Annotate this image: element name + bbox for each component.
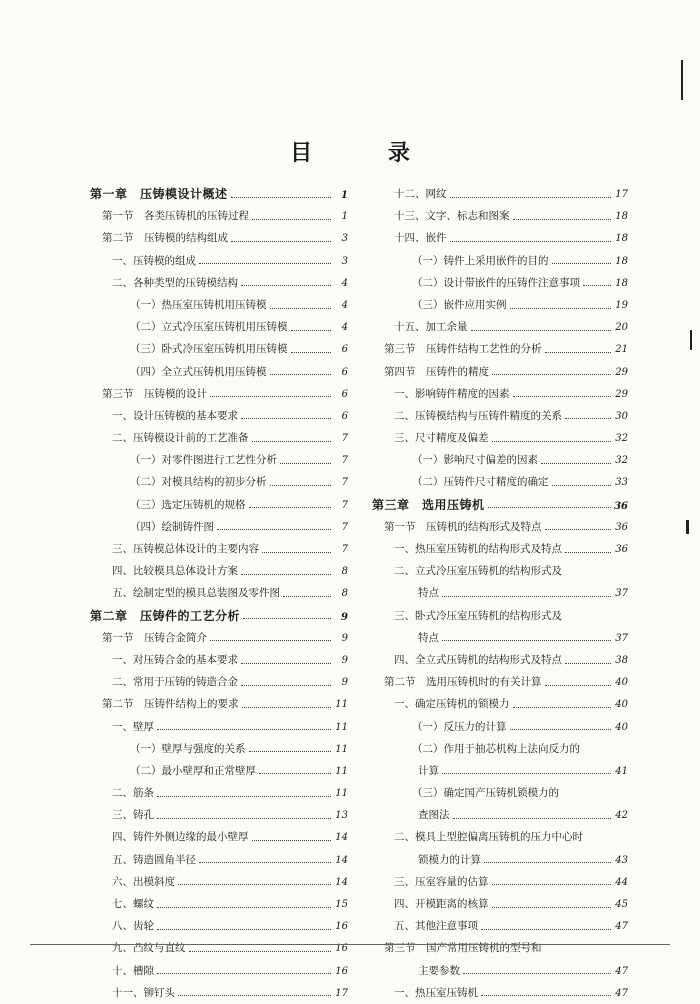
toc-entry-title: 三、压室容量的估算	[394, 875, 489, 888]
toc-entry-title: （二）压铸件尺寸精度的确定	[412, 476, 549, 489]
toc-entry-title: （二）最小壁厚和正常壁厚	[130, 764, 256, 777]
toc-entry	[372, 250, 628, 272]
toc-entry-title: （三）嵌件应用实例	[412, 298, 507, 311]
dot-leader	[178, 995, 331, 996]
toc-entry	[90, 693, 348, 715]
dot-leader	[231, 241, 331, 242]
dot-leader	[552, 263, 612, 264]
toc-page-number: 16	[335, 921, 348, 933]
toc-entry-title: 五、绘制定型的模具总装图及零件图	[112, 587, 280, 600]
toc-entry-title: 第三节 国产常用压铸机的型号和	[384, 942, 542, 955]
toc-page-number: 13	[335, 810, 348, 822]
dot-leader	[450, 241, 612, 242]
dot-leader	[545, 352, 612, 353]
dot-leader	[217, 529, 331, 530]
toc-entry-title: 十五、加工余量	[394, 321, 468, 334]
dot-leader	[241, 663, 331, 664]
dot-leader	[262, 552, 331, 553]
toc-entry-title: （二）设计带嵌件的压铸件注意事项	[412, 276, 580, 289]
dot-leader	[513, 707, 612, 708]
toc-entry-title: （二）对模具结构的初步分析	[130, 476, 267, 489]
toc-entry-title: 八、齿轮	[112, 920, 154, 933]
dot-leader	[199, 263, 331, 264]
toc-entry-title: （二）作用于抽芯机构上法向反力的	[412, 742, 580, 755]
toc-entry	[90, 338, 348, 360]
toc-entry	[372, 205, 628, 227]
toc-entry	[90, 960, 348, 982]
toc-page-number: 6	[341, 366, 348, 378]
dot-leader	[492, 441, 612, 442]
page-title: 目 录	[290, 141, 444, 166]
dot-leader	[583, 285, 611, 286]
toc-entry-title: （四）全立式压铸机用压铸模	[130, 365, 267, 378]
toc-entry-title: 一、设计压铸模的基本要求	[112, 409, 238, 422]
toc-entry	[90, 915, 348, 937]
toc-page-number: 11	[335, 721, 348, 733]
toc-entry	[372, 960, 628, 982]
toc-entry	[90, 738, 348, 760]
toc-page-number: 16	[335, 943, 348, 955]
toc-page-number: 11	[335, 699, 348, 711]
toc-page-number: 40	[615, 699, 628, 711]
toc-entry-title: （三）确定国产压铸机锁模力的	[412, 787, 559, 800]
dot-leader	[249, 751, 332, 752]
toc-entry	[372, 538, 628, 560]
dot-leader	[231, 197, 331, 198]
toc-entry-title: 二、常用于压铸的铸造合金	[112, 676, 238, 689]
toc-entry-title: 五、铸造圆角半径	[112, 853, 196, 866]
toc-entry	[372, 716, 628, 738]
dot-leader	[442, 773, 611, 774]
toc-page-number: 6	[341, 410, 348, 422]
toc-entry	[372, 982, 628, 1004]
dot-leader	[199, 862, 331, 863]
toc-entry	[372, 782, 628, 804]
toc-entry-title: 第一节 各类压铸机的压铸过程	[102, 210, 249, 223]
toc-entry-title: 四、全立式压铸机的结构形式及特点	[394, 653, 562, 666]
toc-page-number: 29	[615, 366, 628, 378]
toc-entry	[372, 227, 628, 249]
dot-leader	[243, 618, 331, 619]
toc-page-number: 33	[615, 477, 628, 489]
toc-entry-title: 四、开模距离的核算	[394, 898, 489, 910]
toc-page-number: 37	[615, 588, 628, 600]
toc-page-number: 16	[335, 965, 348, 977]
toc-page-number: 8	[341, 588, 348, 600]
toc-entry	[90, 582, 348, 604]
dot-leader	[510, 729, 612, 730]
toc-entry	[90, 893, 348, 915]
toc-page-number: 7	[341, 544, 348, 555]
toc-page-number: 43	[615, 854, 628, 866]
toc-entry-title: 二、各种类型的压铸模结构	[112, 276, 238, 289]
toc-page-number: 8	[341, 566, 348, 578]
toc-entry-title: 三、压铸模总体设计的主要内容	[112, 543, 259, 555]
toc-entry	[372, 849, 628, 871]
dot-leader	[210, 396, 331, 397]
toc-entry-title: 一、影响铸件精度的因素	[394, 387, 510, 400]
toc-entry-title: 二、压铸模设计前的工艺准备	[112, 432, 249, 445]
toc-entry	[90, 494, 348, 516]
dot-leader	[280, 463, 331, 464]
toc-entry	[90, 649, 348, 671]
toc-page-number: 21	[615, 344, 628, 356]
toc-entry-title: 一、确定压铸机的锁模力	[394, 698, 510, 711]
toc-page-number: 15	[335, 899, 348, 910]
toc-page-number: 7	[341, 521, 348, 533]
toc-entry-title: （一）壁厚与强度的关系	[130, 742, 246, 755]
dot-leader	[252, 840, 332, 841]
toc-page-number: 3	[341, 233, 348, 245]
bottom-scan-line	[30, 944, 670, 945]
toc-entry	[372, 915, 628, 937]
toc-entry	[90, 183, 348, 205]
toc-entry	[372, 760, 628, 782]
toc-page-number: 18	[615, 255, 628, 267]
toc-page-number: 7	[341, 433, 348, 445]
toc-page-number: 40	[615, 721, 628, 733]
toc-entry-title: （一）热压室压铸机用压铸模	[130, 298, 267, 311]
dot-leader	[552, 485, 612, 486]
dot-leader	[241, 685, 331, 686]
toc-page-number: 38	[615, 654, 628, 666]
dot-leader	[242, 707, 332, 708]
toc-page-number: 37	[615, 632, 628, 644]
toc-entry	[90, 383, 348, 405]
toc-entry-title: 一、热压室压铸机	[394, 986, 478, 999]
toc-page-number: 4	[341, 322, 348, 334]
toc-page-number: 7	[341, 477, 348, 489]
toc-entry-title: （一）影响尺寸偏差的因素	[412, 454, 538, 467]
toc-entry-title: 一、热压室压铸机的结构形式及特点	[394, 543, 562, 555]
toc-entry	[372, 405, 628, 427]
toc-entry-title: 一、对压铸合金的基本要求	[112, 653, 238, 666]
toc-entry-title: 一、壁厚	[112, 720, 154, 733]
dot-leader	[157, 796, 331, 797]
toc-left-column	[90, 183, 348, 1004]
toc-entry	[372, 361, 628, 383]
dot-leader	[492, 884, 612, 885]
toc-page-number: 14	[335, 832, 348, 844]
toc-page-number: 18	[615, 277, 628, 289]
toc-page-number: 9	[341, 677, 348, 689]
toc-entry	[372, 316, 628, 338]
toc-entry-title: 第四节 压铸件的精度	[384, 365, 489, 378]
dot-leader	[252, 219, 331, 220]
toc-page-number: 14	[335, 854, 348, 866]
toc-entry-title: （二）立式冷压室压铸机用压铸模	[130, 321, 288, 334]
toc-entry-title: （三）卧式冷压室压铸机用压铸模	[130, 343, 288, 356]
toc-page-number: 17	[335, 987, 348, 999]
dot-leader	[513, 396, 612, 397]
dot-leader	[270, 374, 332, 375]
toc-page-number: 7	[341, 455, 348, 467]
toc-entry	[372, 738, 628, 760]
dot-leader	[157, 907, 331, 908]
toc-entry	[372, 649, 628, 671]
toc-page-number: 6	[341, 344, 348, 356]
dot-leader	[291, 330, 332, 331]
scan-edge-mark	[690, 330, 692, 350]
toc-entry-title: 锁模力的计算	[418, 853, 481, 866]
toc-entry-title: 二、压铸模结构与压铸件精度的关系	[394, 409, 562, 422]
toc-entry-title: 九、凸纹与直纹	[112, 942, 186, 955]
toc-entry	[90, 427, 348, 449]
dot-leader	[510, 308, 612, 309]
toc-entry-title: 第二节 选用压铸机时的有关计算	[384, 676, 542, 689]
dot-leader	[471, 330, 612, 331]
toc-entry	[90, 538, 348, 560]
toc-page-number: 4	[341, 299, 348, 311]
toc-entry	[90, 716, 348, 738]
dot-leader	[442, 640, 611, 641]
dot-leader	[157, 973, 331, 974]
toc-entry	[90, 250, 348, 272]
toc-entry	[372, 183, 628, 205]
toc-entry	[90, 826, 348, 848]
toc-entry	[372, 693, 628, 715]
toc-entry-title: （一）铸件上采用嵌件的目的	[412, 254, 549, 267]
toc-page-number: 36	[614, 500, 628, 512]
dot-leader	[157, 818, 331, 819]
toc-entry	[372, 560, 628, 582]
toc-entry	[372, 605, 628, 627]
toc-entry	[90, 782, 348, 804]
toc-entry-title: 一、压铸模的组成	[112, 254, 196, 267]
toc-page-number: 11	[335, 765, 348, 777]
toc-page-number: 17	[615, 189, 628, 200]
toc-page-number: 1	[341, 190, 348, 201]
toc-page-number: 47	[615, 921, 628, 933]
dot-leader	[241, 418, 331, 419]
toc-entry	[90, 560, 348, 582]
toc-entry-title: 二、立式冷压室压铸机的结构形式及	[394, 565, 562, 578]
dot-leader	[481, 929, 611, 930]
toc-entry-title: 第三节 压铸件结构工艺性的分析	[384, 343, 542, 356]
dot-leader	[241, 574, 331, 575]
toc-entry	[90, 361, 348, 383]
toc-page-number: 9	[341, 611, 348, 623]
toc-entry	[90, 449, 348, 471]
toc-entry	[90, 205, 348, 227]
dot-leader	[545, 685, 612, 686]
toc-entry	[372, 338, 628, 360]
toc-page-number: 3	[341, 255, 348, 267]
toc-entry-title: 十三、文字、标志和图案	[394, 210, 510, 223]
toc-page-number: 36	[615, 521, 628, 533]
toc-entry-title: 十、槽隙	[112, 964, 154, 977]
dot-leader	[565, 663, 611, 664]
dot-leader	[488, 507, 611, 508]
toc-entry	[90, 760, 348, 782]
dot-leader	[453, 818, 612, 819]
toc-entry	[372, 449, 628, 471]
toc-entry	[372, 871, 628, 893]
toc-page-number: 20	[615, 322, 628, 334]
dot-leader	[442, 596, 611, 597]
toc-entry	[90, 849, 348, 871]
toc-entry-title: 七、螺纹	[112, 898, 154, 910]
dot-leader	[178, 884, 331, 885]
toc-entry-title: 四、铸件外侧边缘的最小壁厚	[112, 831, 249, 844]
toc-entry-title: 第一节 压铸合金简介	[102, 631, 207, 644]
toc-entry	[372, 937, 628, 959]
toc-entry	[90, 605, 348, 627]
toc-page-number: 36	[615, 544, 628, 555]
toc-entry-title: 计算	[418, 764, 439, 777]
dot-leader	[249, 507, 332, 508]
toc-entry	[90, 516, 348, 538]
toc-entry-title: 十一、铆钉头	[112, 986, 175, 999]
toc-entry-title: 第二章 压铸件的工艺分析	[90, 608, 241, 623]
dot-leader	[463, 973, 611, 974]
toc-page-number: 9	[341, 632, 348, 644]
toc-entry	[372, 804, 628, 826]
dot-leader	[492, 374, 611, 375]
toc-page-number: 32	[615, 455, 628, 467]
dot-leader	[270, 308, 332, 309]
toc-page-number: 6	[341, 388, 348, 400]
toc-page-number: 14	[335, 876, 348, 888]
dot-leader	[252, 441, 332, 442]
toc-entry-title: 二、模具上型腔偏离压铸机的压力中心时	[394, 831, 583, 844]
toc-entry	[90, 272, 348, 294]
toc-page-number: 47	[615, 987, 628, 999]
dot-leader	[283, 596, 331, 597]
toc-page-number: 42	[615, 810, 628, 822]
toc-entry-title: 特点	[418, 631, 439, 644]
dot-leader	[270, 485, 332, 486]
scan-edge-mark	[686, 520, 689, 534]
toc-entry-title: 三、卧式冷压室压铸机的结构形式及	[394, 609, 562, 622]
dot-leader	[157, 929, 331, 930]
toc-entry-title: 第三章 选用压铸机	[372, 497, 485, 512]
toc-page-number: 11	[335, 743, 348, 755]
toc-entry-title: 第一章 压铸模设计概述	[90, 187, 228, 201]
toc-entry-title: 主要参数	[418, 964, 460, 977]
toc-entry	[372, 893, 628, 915]
dot-leader	[291, 352, 332, 353]
toc-page-number: 29	[615, 388, 628, 400]
toc-entry-title: 特点	[418, 587, 439, 600]
toc-entry	[90, 627, 348, 649]
toc-entry-title: （一）对零件图进行工艺性分析	[130, 454, 277, 467]
toc-entry	[90, 294, 348, 316]
toc-entry-title: （四）绘制铸件图	[130, 520, 214, 533]
toc-entry-title: 第三节 压铸模的设计	[102, 387, 207, 400]
toc-page-number: 44	[615, 876, 628, 888]
toc-entry	[90, 316, 348, 338]
dot-leader	[241, 285, 331, 286]
toc-entry	[90, 227, 348, 249]
toc-entry	[372, 516, 628, 538]
toc-page-number: 18	[615, 233, 628, 245]
toc-page-number: 32	[615, 433, 628, 445]
toc-page-number: 30	[615, 410, 628, 422]
toc-entry	[372, 582, 628, 604]
dot-leader	[492, 907, 612, 908]
dot-leader	[210, 640, 331, 641]
toc-page-number: 7	[341, 499, 348, 511]
dot-leader	[259, 773, 331, 774]
toc-page-number: 4	[341, 277, 348, 289]
toc-entry-title: 十四、嵌件	[394, 232, 447, 245]
toc-page-number: 47	[615, 965, 628, 977]
toc-page-number: 40	[615, 677, 628, 689]
toc-entry	[90, 804, 348, 826]
toc-entry-title: 查图法	[418, 809, 450, 822]
toc-entry	[90, 671, 348, 693]
dot-leader	[565, 552, 611, 553]
toc-entry	[372, 383, 628, 405]
toc-page-number: 11	[335, 788, 348, 800]
toc-page-number: 41	[615, 765, 628, 777]
toc-entry	[90, 405, 348, 427]
dot-leader	[541, 463, 611, 464]
toc-entry-title: 四、比较模具总体设计方案	[112, 565, 238, 578]
toc-entry-title: 第一节 压铸机的结构形式及特点	[384, 520, 542, 533]
toc-entry	[372, 494, 628, 516]
toc-entry	[372, 671, 628, 693]
toc-page-number: 9	[341, 654, 348, 666]
toc-entry	[372, 627, 628, 649]
dot-leader	[450, 197, 612, 198]
toc-page-number: 19	[615, 299, 628, 311]
toc-entry-title: 十二、网纹	[394, 188, 447, 200]
dot-leader	[481, 995, 611, 996]
toc-entry	[372, 427, 628, 449]
toc-right-column	[372, 183, 628, 1004]
scan-edge-mark	[681, 60, 683, 100]
dot-leader	[545, 529, 612, 530]
toc-entry	[372, 826, 628, 848]
toc-entry	[372, 272, 628, 294]
toc-page-number: 18	[615, 211, 628, 223]
toc-entry	[372, 294, 628, 316]
toc-entry	[372, 471, 628, 493]
dot-leader	[484, 862, 611, 863]
dot-leader	[189, 951, 332, 952]
toc-page-number: 45	[615, 899, 628, 910]
toc-entry-title: （一）反压力的计算	[412, 720, 507, 733]
dot-leader	[157, 729, 331, 730]
toc-entry	[90, 937, 348, 959]
toc-entry-title: 三、铸孔	[112, 809, 154, 822]
toc-entry-title: （三）选定压铸机的规格	[130, 498, 246, 511]
toc-entry	[90, 982, 348, 1004]
toc-entry-title: 六、出模斜度	[112, 875, 175, 888]
toc-page-number: 1	[341, 211, 348, 223]
toc-entry-title: 二、筋条	[112, 787, 154, 800]
dot-leader	[565, 418, 611, 419]
toc-entry-title: 第二节 压铸模的结构组成	[102, 232, 228, 245]
dot-leader	[513, 219, 612, 220]
toc-entry-title: 第二节 压铸件结构上的要求	[102, 698, 239, 711]
toc-entry-title: 三、尺寸精度及偏差	[394, 432, 489, 445]
toc-entry	[90, 471, 348, 493]
toc-entry	[90, 871, 348, 893]
toc-entry-title: 五、其他注意事项	[394, 920, 478, 933]
